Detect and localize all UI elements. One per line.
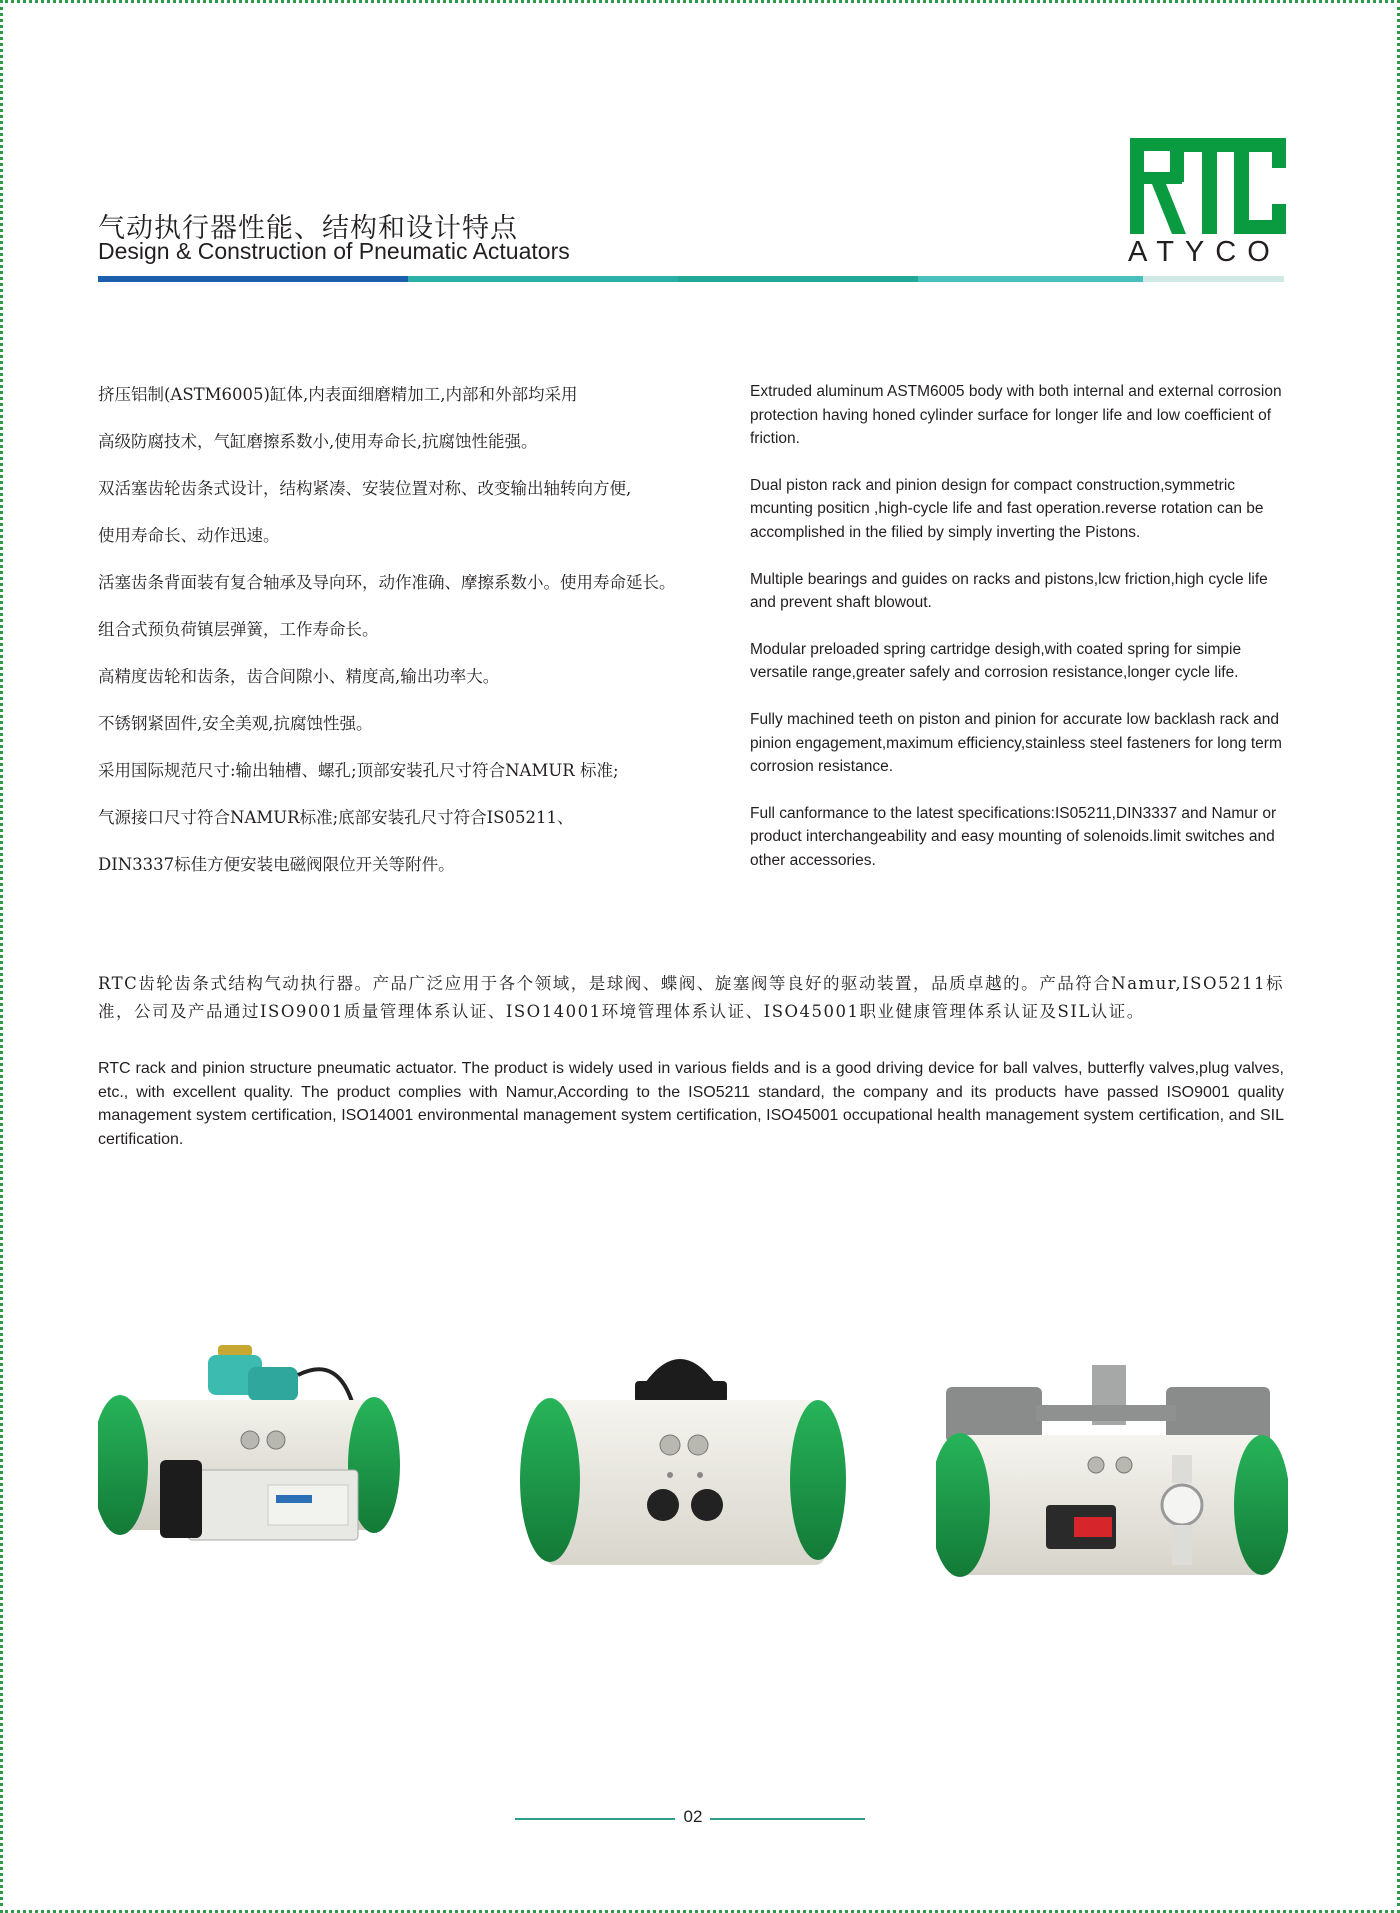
feature-cn-line: 高级防腐技术，气缸磨擦系数小,使用寿命长,抗腐蚀性能强。 xyxy=(98,432,538,451)
feature-en-paragraph: Fully machined teeth on piston and pinion for accurate low backlash rack and pinion engagement,maximum efficiency,stainless steel fasteners for long term corrosion resistance. xyxy=(750,710,1282,776)
logo-name: ATYCO xyxy=(1128,236,1281,268)
feature-cn-line: 高精度齿轮和齿条，齿合间隙小、精度高,输出功率大。 xyxy=(98,667,500,686)
features-en xyxy=(750,380,1286,896)
feature-en-paragraph: Modular preloaded spring cartridge desigh,with coated spring for simpie versatile range,greater safely and corrosion resistance,longer cycle life. xyxy=(750,640,1242,682)
summary-cn: RTC齿轮齿条式结构气动执行器。产品广泛应用于各个领域，是球阀、蝶阀、旋塞阀等良好的驱动装置，品质卓越的。产品符合Namur,ISO5211标准，公司及产品通过ISO9001质量管理体系认证、ISO14001环境管理体系认证、ISO45001职业健康管理体系认证及SIL认证。 xyxy=(98,974,1284,1021)
feature-cn-line: 挤压铝制(ASTM6005)缸体,内表面细磨精加工,内部和外部均采用 xyxy=(98,385,578,404)
header-rule xyxy=(98,276,1284,282)
feature-cn-line: 采用国际规范尺寸:输出轴槽、螺孔;顶部安装孔尺寸符合NAMUR 标准; xyxy=(98,761,619,780)
feature-cn-line: 不锈钢紧固件,安全美观,抗腐蚀性强。 xyxy=(98,714,373,733)
feature-cn-line: 活塞齿条背面装有复合轴承及导向环，动作准确、摩擦系数小。使用寿命延长。 xyxy=(98,573,676,592)
page-title-cn: 气动执行器性能、结构和设计特点 xyxy=(98,213,518,244)
page-number: 02 xyxy=(683,1807,703,1826)
feature-cn-line: 双活塞齿轮齿条式设计，结构紧凑、安装位置对称、改变输出轴转向方便, xyxy=(98,479,632,498)
feature-cn-line: 组合式预负荷镇层弹簧，工作寿命长。 xyxy=(98,620,379,639)
footer-rule-left xyxy=(515,1818,675,1820)
feature-en-paragraph: Full canformance to the latest specifications:IS05211,DIN3337 and Namur or product interchangeability and easy mounting of solenoids.limit switches and other accessories. xyxy=(750,804,1277,869)
features-cn xyxy=(98,384,738,901)
actuator-with-indicator-image xyxy=(520,1345,850,1585)
feature-en-paragraph: Multiple bearings and guides on racks and pistons,lcw friction,high cycle life and prevent shaft blowout. xyxy=(750,570,1268,612)
feature-en-paragraph: Extruded aluminum ASTM6005 body with both internal and external corrosion protection having honed cylinder surface for longer life and low coefficient of friction. xyxy=(750,383,1282,448)
feature-en-paragraph: Dual piston rack and pinion design for compact construction,symmetric mcunting positicn ,high-cycle life and fast operation.reverse rotation can be accomplished in the filied by simply inverting the Pistons. xyxy=(750,476,1264,541)
feature-cn-line: DIN3337标佳方便安装电磁阀限位开关等附件。 xyxy=(98,855,455,874)
feature-cn-line: 使用寿命长、动作迅速。 xyxy=(98,526,280,545)
feature-cn-line: 气源接口尺寸符合NAMUR标准;底部安装孔尺寸符合IS05211、 xyxy=(98,808,574,827)
page-title-en: Design & Construction of Pneumatic Actuators xyxy=(98,238,570,264)
footer-rule-right xyxy=(710,1818,865,1820)
actuator-with-limit-switch-image xyxy=(936,1345,1288,1595)
summary-en: RTC rack and pinion structure pneumatic actuator. The product is widely used in various fields and is a good driving device for ball valves, butterfly valves,plug valves, etc., with excellent quality. The product complies with Namur,According to the ISO5211 standard, the company and its products have passed ISO9001 quality management system certification, ISO14001 environmental management system certification, ISO45001 occupational health management system certification, and SIL certification. xyxy=(98,1060,1284,1149)
actuator-with-solenoid-image xyxy=(98,1345,458,1585)
